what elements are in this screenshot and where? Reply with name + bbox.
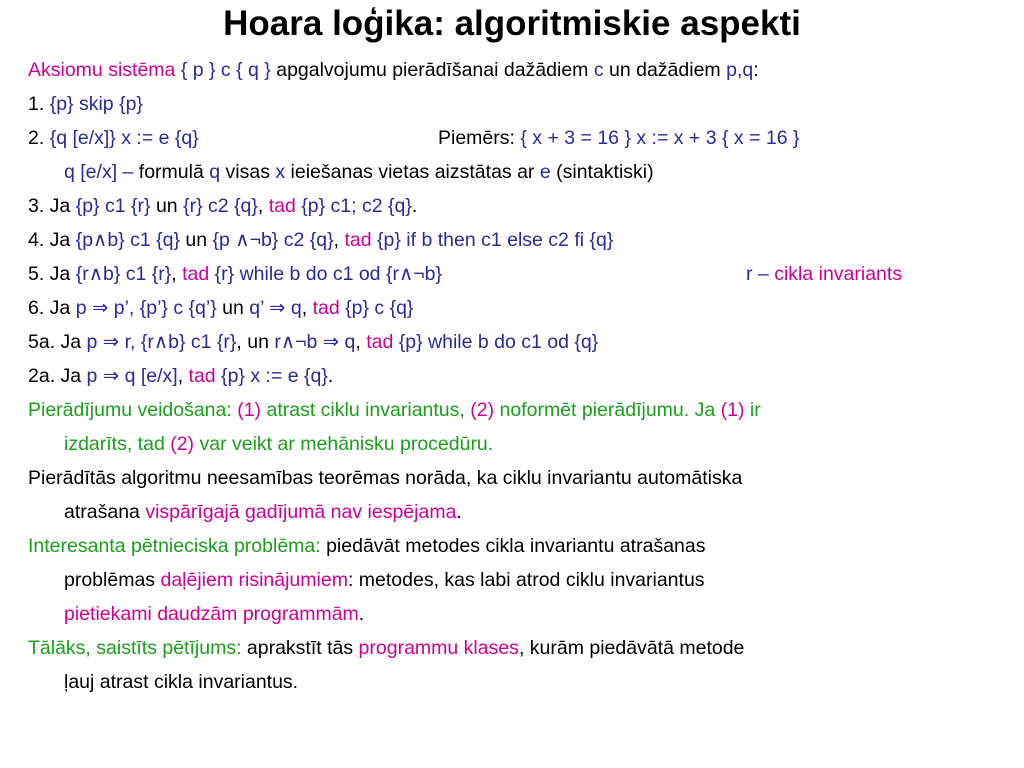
text-line xyxy=(64,601,364,627)
text-segment: tad xyxy=(344,229,372,251)
text-segment: r – xyxy=(746,263,775,285)
text-segment: {p ∧¬b} c2 {q} xyxy=(212,229,334,251)
text-segment: {p} if b then c1 else c2 fi {q} xyxy=(371,229,614,251)
text-segment: daļējiem risinājumiem xyxy=(160,569,348,591)
text-segment: problēmas xyxy=(64,569,161,591)
text-segment: visas xyxy=(220,161,276,183)
text-segment: c xyxy=(593,59,604,81)
text-segment: {p} c1; c2 {q} xyxy=(295,195,412,217)
text-line xyxy=(64,431,493,457)
text-segment: tad xyxy=(312,297,340,319)
text-segment: . xyxy=(327,365,334,387)
text-segment: (1) xyxy=(237,399,262,421)
text-line-tabbed xyxy=(746,261,902,287)
text-line xyxy=(28,329,598,355)
text-segment: Aksiomu sistēma xyxy=(28,59,176,81)
text-segment: 1. xyxy=(28,93,50,115)
text-segment: Pierādījumu veidošana: xyxy=(28,399,238,421)
text-segment: (2) xyxy=(470,399,495,421)
text-segment: var veikt ar mehānisku procedūru. xyxy=(194,433,494,455)
text-segment: : xyxy=(753,59,759,81)
text-segment: 2. xyxy=(28,127,50,149)
text-line xyxy=(28,397,761,423)
text-segment: tad xyxy=(182,263,210,285)
text-segment: x xyxy=(275,161,286,183)
text-line-tabbed xyxy=(438,125,800,151)
text-segment: un xyxy=(150,195,184,217)
text-segment: {p} skip {p} xyxy=(49,93,143,115)
text-segment: q’ ⇒ q xyxy=(249,297,302,319)
text-segment: , xyxy=(355,331,367,353)
text-line xyxy=(28,91,143,117)
text-segment: ieiešanas vietas aizstātas ar xyxy=(285,161,540,183)
text-segment: , xyxy=(257,195,269,217)
text-line xyxy=(28,363,333,389)
text-line xyxy=(64,669,298,695)
text-segment: , xyxy=(177,365,189,387)
text-segment: Interesanta pētnieciska problēma: xyxy=(28,535,321,557)
text-segment: {p∧b} c1 {q} xyxy=(75,229,180,251)
text-line xyxy=(28,193,417,219)
text-segment: 5a. Ja xyxy=(28,331,87,353)
text-segment: 5. Ja xyxy=(28,263,76,285)
text-segment: formulā xyxy=(138,161,210,183)
text-segment: e xyxy=(539,161,551,183)
text-segment: izdarīts, tad xyxy=(64,433,171,455)
text-segment: . xyxy=(411,195,418,217)
text-segment: ļauj atrast cikla invariantus. xyxy=(64,671,299,693)
text-segment: cikla invariants xyxy=(774,263,903,285)
text-segment: {r∧b} c1 {r} xyxy=(75,263,172,285)
text-segment: 3. Ja xyxy=(28,195,76,217)
text-segment: Pierādītās algoritmu neesamības teorēmas norāda, ka ciklu invariantu automātiska xyxy=(28,467,743,489)
text-segment: atrast ciklu invariantus, xyxy=(261,399,471,421)
text-segment: . xyxy=(358,603,365,625)
text-line xyxy=(28,261,442,287)
text-segment: {r} while b do c1 od {r∧¬b} xyxy=(209,263,442,285)
slide-title: Hoara loģika: algoritmiskie aspekti xyxy=(223,4,801,43)
text-line xyxy=(28,125,199,151)
text-segment: r∧¬b ⇒ q xyxy=(274,331,356,353)
text-segment: un xyxy=(216,297,250,319)
text-segment: 2a. Ja xyxy=(28,365,87,387)
text-segment: tad xyxy=(268,195,296,217)
text-segment: , kurām piedāvātā metode xyxy=(518,637,745,659)
text-segment: p,q xyxy=(726,59,754,81)
text-line xyxy=(64,499,462,525)
text-segment: {p} while b do c1 od {q} xyxy=(393,331,599,353)
text-segment: , un xyxy=(236,331,275,353)
text-line xyxy=(64,159,654,185)
text-line xyxy=(28,227,613,253)
text-line xyxy=(28,295,413,321)
text-segment: p ⇒ q [e/x] xyxy=(86,365,178,387)
text-segment: , xyxy=(301,297,313,319)
text-segment: , xyxy=(171,263,183,285)
text-segment: p ⇒ r, {r∧b} c1 {r} xyxy=(86,331,237,353)
text-segment: {p} x := e {q} xyxy=(215,365,328,387)
text-segment: tad xyxy=(188,365,216,387)
text-segment: atrašana xyxy=(64,501,146,523)
text-segment: pietiekami daudzām programmām xyxy=(64,603,359,625)
text-segment: (1) xyxy=(720,399,745,421)
text-segment: {p} c {q} xyxy=(339,297,414,319)
text-segment: vispārīgajā gadījumā nav iespējama xyxy=(145,501,457,523)
text-line xyxy=(28,533,705,559)
text-segment: q xyxy=(209,161,221,183)
text-segment: { x + 3 = 16 } x := x + 3 { x = 16 } xyxy=(520,127,800,149)
text-segment: p ⇒ p’, {p’} c {q’} xyxy=(75,297,217,319)
text-segment: : metodes, kas labi atrod ciklu invariantus xyxy=(347,569,705,591)
text-segment: aprakstīt tās xyxy=(241,637,359,659)
text-line xyxy=(28,635,744,661)
text-segment: Piemērs: xyxy=(438,127,521,149)
text-segment: (2) xyxy=(170,433,195,455)
text-segment: un dažādiem xyxy=(603,59,727,81)
text-segment: . xyxy=(456,501,462,523)
text-segment: {p} c1 {r} xyxy=(75,195,151,217)
text-segment: , xyxy=(333,229,345,251)
text-segment: tad xyxy=(366,331,394,353)
text-segment: un xyxy=(180,229,213,251)
text-segment: 4. Ja xyxy=(28,229,76,251)
text-segment: {q [e/x]} x := e {q} xyxy=(49,127,199,149)
text-line xyxy=(28,57,759,83)
text-segment: programmu klases xyxy=(358,637,519,659)
text-segment: (sintaktiski) xyxy=(550,161,654,183)
text-segment: 6. Ja xyxy=(28,297,76,319)
text-segment: noformēt pierādījumu. Ja xyxy=(494,399,721,421)
text-line xyxy=(64,567,705,593)
text-segment: { p } c { q } xyxy=(175,59,277,81)
text-segment: {r} c2 {q} xyxy=(183,195,258,217)
text-segment: apgalvojumu pierādīšanai dažādiem xyxy=(276,59,594,81)
text-segment: ir xyxy=(744,399,761,421)
text-segment: piedāvāt metodes cikla invariantu atrašanas xyxy=(320,535,706,557)
text-segment: Tālāks, saistīts pētījums: xyxy=(28,637,242,659)
text-segment: q [e/x] – xyxy=(64,161,139,183)
text-line xyxy=(28,465,742,491)
